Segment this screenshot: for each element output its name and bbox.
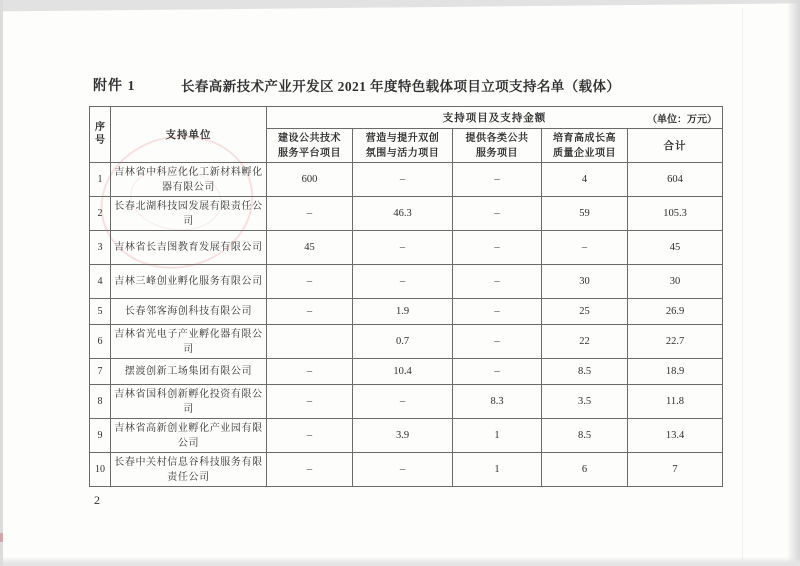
amount-cell: – (453, 163, 542, 197)
total-cell: 13.4 (628, 419, 723, 453)
amount-cell: – (267, 197, 353, 231)
platform-header-line1: 建设公共技术 (278, 132, 341, 144)
amount-cell: – (353, 265, 453, 299)
amount-cell: 8.5 (542, 359, 628, 385)
serial-header-line2: 号 (95, 134, 105, 146)
serial-cell: 10 (90, 453, 111, 487)
column-header-unit: 支持单位 (111, 107, 267, 163)
amount-cell: 600 (267, 163, 353, 197)
column-header-enterprise (542, 129, 628, 163)
amount-cell: 4 (542, 163, 628, 197)
amount-cell: 3.5 (542, 385, 628, 419)
serial-cell: 9 (90, 419, 111, 453)
unit-name-cell: 吉林省中科应化化工新材料孵化器有限公司 (111, 163, 267, 197)
table-row (90, 419, 723, 453)
total-cell: 11.8 (628, 385, 723, 419)
amount-cell: – (267, 265, 353, 299)
total-cell: 18.9 (628, 359, 723, 385)
span-title: 支持项目及支持金额 (442, 113, 547, 124)
amount-cell (267, 325, 353, 359)
column-header-atmosphere (353, 129, 453, 163)
header-span-row (90, 107, 723, 129)
amount-cell: – (353, 231, 453, 265)
platform-header-line2: 服务平台项目 (278, 147, 341, 159)
unit-note: （单位：万元） (647, 114, 718, 125)
public-service-header-line1: 提供各类公共 (465, 132, 529, 144)
serial-cell: 6 (90, 325, 111, 359)
unit-name-cell: 吉林省光电子产业孵化器有限公司 (111, 325, 267, 359)
unit-name-cell: 长春中关村信息谷科技服务有限责任公司 (111, 453, 267, 487)
amount-cell: 1 (453, 419, 542, 453)
atmosphere-header-line1: 营造与提升双创 (365, 132, 440, 144)
table-row (90, 385, 723, 419)
amount-cell: 1.9 (353, 299, 453, 325)
amount-cell: 3.9 (353, 419, 453, 453)
serial-cell: 2 (90, 197, 111, 231)
total-cell: 45 (628, 231, 723, 265)
scan-edge-bottom (0, 557, 800, 566)
column-header-serial (90, 107, 111, 163)
column-header-platform (267, 129, 353, 163)
amount-cell: – (267, 419, 353, 453)
amount-cell: – (353, 163, 453, 197)
table-row (90, 197, 723, 231)
unit-name-cell: 摆渡创新工场集团有限公司 (111, 359, 267, 385)
total-cell: 604 (628, 163, 723, 197)
unit-name-cell: 长春北湖科技园发展有限责任公司 (111, 197, 267, 231)
unit-name-cell: 长春邻客海创科技有限公司 (111, 299, 267, 325)
total-cell: 22.7 (628, 325, 723, 359)
amount-cell: 45 (267, 231, 353, 265)
amount-cell: – (267, 453, 353, 487)
amount-cell: 8.5 (542, 419, 628, 453)
scan-edge-left (0, 0, 3, 566)
amount-cell: 0.7 (353, 325, 453, 359)
amount-cell: 8.3 (453, 385, 542, 419)
serial-cell: 1 (90, 163, 111, 197)
serial-cell: 7 (90, 359, 111, 385)
amount-cell: 10.4 (353, 359, 453, 385)
atmosphere-header-line2: 氛围与活力项目 (365, 147, 440, 159)
table-row (90, 231, 723, 265)
amount-cell: – (267, 299, 353, 325)
amount-cell: – (453, 359, 542, 385)
amount-cell: – (267, 359, 353, 385)
amount-cell: 46.3 (353, 197, 453, 231)
amount-cell: 25 (542, 299, 628, 325)
amount-cell: – (453, 299, 542, 325)
serial-cell: 8 (90, 385, 111, 419)
amount-cell: 30 (542, 265, 628, 299)
scan-edge-right (787, 0, 800, 566)
amount-cell: – (267, 385, 353, 419)
amount-cell: – (542, 231, 628, 265)
unit-name-cell: 吉林省高新创业孵化产业园有限公司 (111, 419, 267, 453)
serial-cell: 3 (90, 231, 111, 265)
document-title: 长春高新技术产业开发区 2021 年度特色载体项目立项支持名单（载体） (181, 79, 621, 94)
table-row (90, 163, 723, 197)
unit-name-cell: 吉林省国科创新孵化投资有限公司 (111, 385, 267, 419)
public-service-header-line2: 服务项目 (476, 147, 518, 159)
amount-cell: 59 (542, 197, 628, 231)
total-cell: 26.9 (628, 299, 723, 325)
page-fold-line (742, 8, 743, 560)
attachment-label: 附件 1 (93, 79, 136, 94)
total-cell: 30 (628, 265, 723, 299)
amount-cell: – (453, 231, 542, 265)
table-row (90, 453, 723, 487)
support-projects-table (89, 106, 723, 487)
serial-cell: 5 (90, 299, 111, 325)
column-header-total: 合计 (628, 129, 723, 163)
page-number: 2 (94, 493, 100, 507)
table-row (90, 299, 723, 325)
total-cell: 7 (628, 453, 723, 487)
total-cell: 105.3 (628, 197, 723, 231)
enterprise-header-line1: 培育高成长高 (553, 132, 616, 144)
scan-red-artifact (0, 533, 3, 542)
amount-cell: – (453, 265, 542, 299)
serial-header-line1: 序 (95, 122, 105, 133)
table-row (90, 265, 723, 299)
amount-cell: 22 (542, 325, 628, 359)
column-header-span (267, 107, 723, 129)
column-header-public-service (453, 129, 542, 163)
unit-name-cell: 吉林三峰创业孵化服务有限公司 (111, 265, 267, 299)
amount-cell: 6 (542, 453, 628, 487)
scan-edge-top (0, 0, 800, 12)
amount-cell: – (453, 197, 542, 231)
amount-cell: – (453, 325, 542, 359)
table-row (90, 325, 723, 359)
enterprise-header-line2: 质量企业项目 (553, 147, 616, 159)
unit-name-cell: 吉林省长吉图教育发展有限公司 (111, 231, 267, 265)
amount-cell: 1 (453, 453, 542, 487)
table-row (90, 359, 723, 385)
serial-cell: 4 (90, 265, 111, 299)
amount-cell: – (353, 385, 453, 419)
amount-cell: – (353, 453, 453, 487)
